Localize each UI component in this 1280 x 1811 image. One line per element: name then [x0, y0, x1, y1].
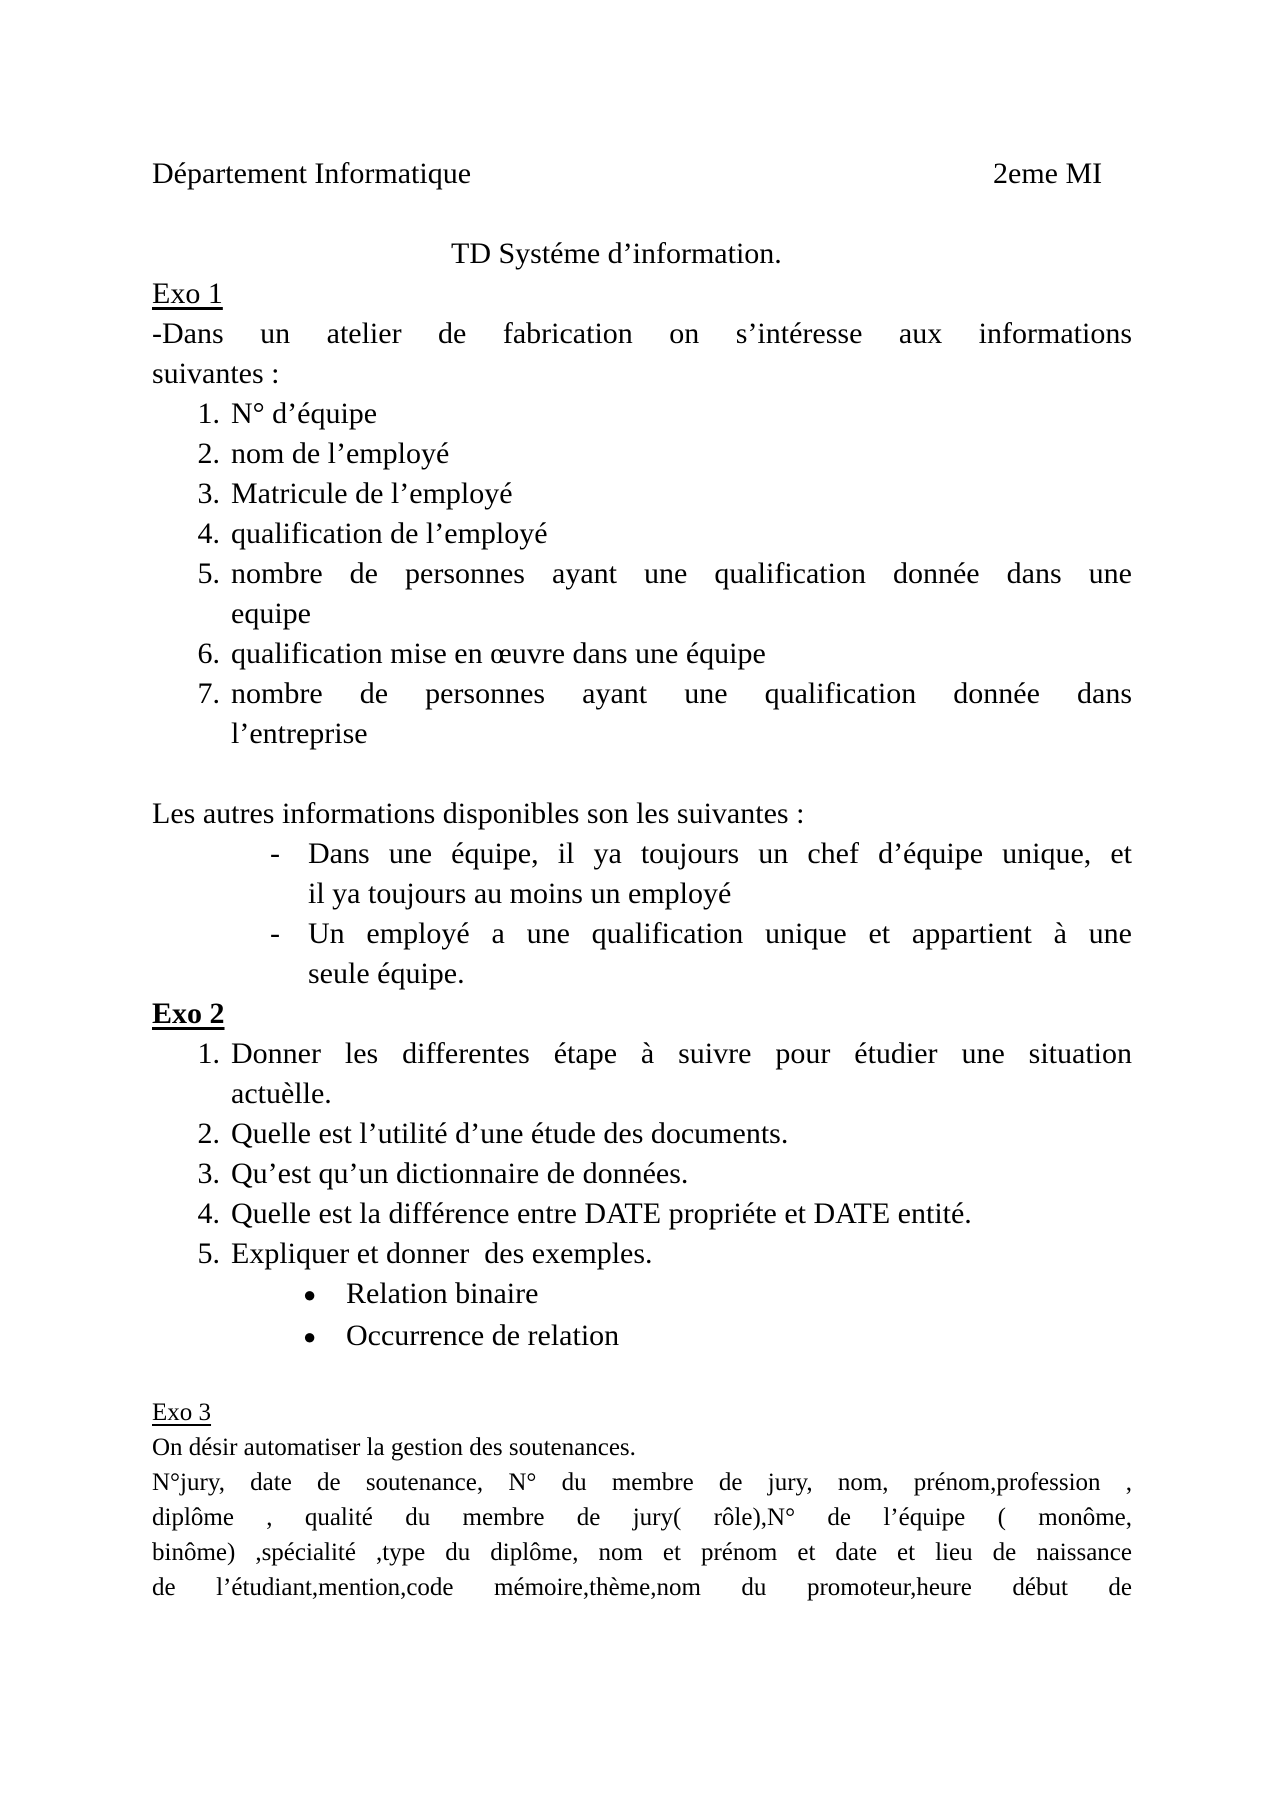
exo1-item-1-number: 1. [197, 397, 220, 430]
exo1-heading: Exo 1 [152, 277, 223, 310]
exo1-item-3-number: 3. [197, 477, 220, 510]
exo1-intro-line2: suivantes : [152, 357, 280, 390]
exo1-item-5-text-line1: nombre de personnes ayant une qualification donnée dans une [231, 557, 1132, 590]
bullet-icon: ● [303, 1282, 317, 1307]
bullet-item-2: Occurrence de relation [346, 1319, 620, 1352]
exo2-item-4-text: Quelle est la différence entre DATE propriéte et DATE entité. [231, 1197, 972, 1230]
dash-marker: - [270, 837, 280, 870]
exo1-intro-line1: -Dans un atelier de fabrication on s’intéresse aux informations [152, 317, 1132, 350]
exo3-line-3: binôme) ,spécialité ,type du diplôme, nom et prénom et date et lieu de naissance [152, 1539, 1132, 1566]
exo1-item-2-text: nom de l’employé [231, 437, 450, 470]
exo3-line-4: de l’étudiant,mention,code mémoire,thème,nom du promoteur,heure début de [152, 1574, 1132, 1601]
dash-item-1-line1: Dans une équipe, il ya toujours un chef d’équipe unique, et [308, 837, 1132, 870]
dash-item-1-line2: il ya toujours au moins un employé [308, 877, 732, 910]
exo2-item-3-text: Qu’est qu’un dictionnaire de données. [231, 1157, 689, 1190]
dash-item-2-line1: Un employé a une qualification unique et appartient à une [308, 917, 1132, 950]
exo1-item-4-text: qualification de l’employé [231, 517, 548, 550]
exo2-item-5-number: 5. [197, 1237, 220, 1270]
exo3-heading: Exo 3 [152, 1399, 212, 1426]
other-info-intro: Les autres informations disponibles son les suivantes : [152, 797, 805, 830]
exo2-item-2-number: 2. [197, 1117, 220, 1150]
exo3-line-2: diplôme , qualité du membre de jury( rôle),N° de l’équipe ( monôme, [152, 1504, 1132, 1531]
exo2-item-5-text: Expliquer et donner des exemples. [231, 1237, 653, 1270]
document-title: TD Systéme d’information. [451, 237, 782, 270]
exo2-item-1-text-line2: actuèlle. [231, 1077, 332, 1110]
exo3-intro: On désir automatiser la gestion des soutenances. [152, 1434, 636, 1461]
department-label: Département Informatique [152, 157, 472, 190]
bullet-item-1: Relation binaire [346, 1277, 539, 1310]
exo1-item-5-number: 5. [197, 557, 220, 590]
exo1-item-5-text-line2: equipe [231, 597, 311, 630]
dash-marker: - [270, 917, 280, 950]
exo2-item-1-text-line1: Donner les differentes étape à suivre pour étudier une situation [231, 1037, 1132, 1070]
exo2-item-4-number: 4. [197, 1197, 220, 1230]
exo1-item-6-text: qualification mise en œuvre dans une équipe [231, 637, 766, 670]
dash-item-2-line2: seule équipe. [308, 957, 465, 990]
exo1-item-7-number: 7. [197, 677, 220, 710]
exo2-item-1-number: 1. [197, 1037, 220, 1070]
exo1-item-2-number: 2. [197, 437, 220, 470]
exo1-item-6-number: 6. [197, 637, 220, 670]
exo2-item-2-text: Quelle est l’utilité d’une étude des documents. [231, 1117, 789, 1150]
exo3-line-1: N°jury, date de soutenance, N° du membre de jury, nom, prénom,profession , [152, 1469, 1132, 1496]
exo2-item-3-number: 3. [197, 1157, 220, 1190]
exo1-item-3-text: Matricule de l’employé [231, 477, 513, 510]
exo1-item-1-text: N° d’équipe [231, 397, 378, 430]
level-label: 2eme MI [993, 157, 1103, 190]
exo2-heading: Exo 2 [152, 997, 225, 1030]
bullet-icon: ● [303, 1324, 317, 1349]
exo1-item-7-text-line2: l’entreprise [231, 717, 368, 750]
exo1-item-7-text-line1: nombre de personnes ayant une qualification donnée dans [231, 677, 1132, 710]
exo1-item-4-number: 4. [197, 517, 220, 550]
